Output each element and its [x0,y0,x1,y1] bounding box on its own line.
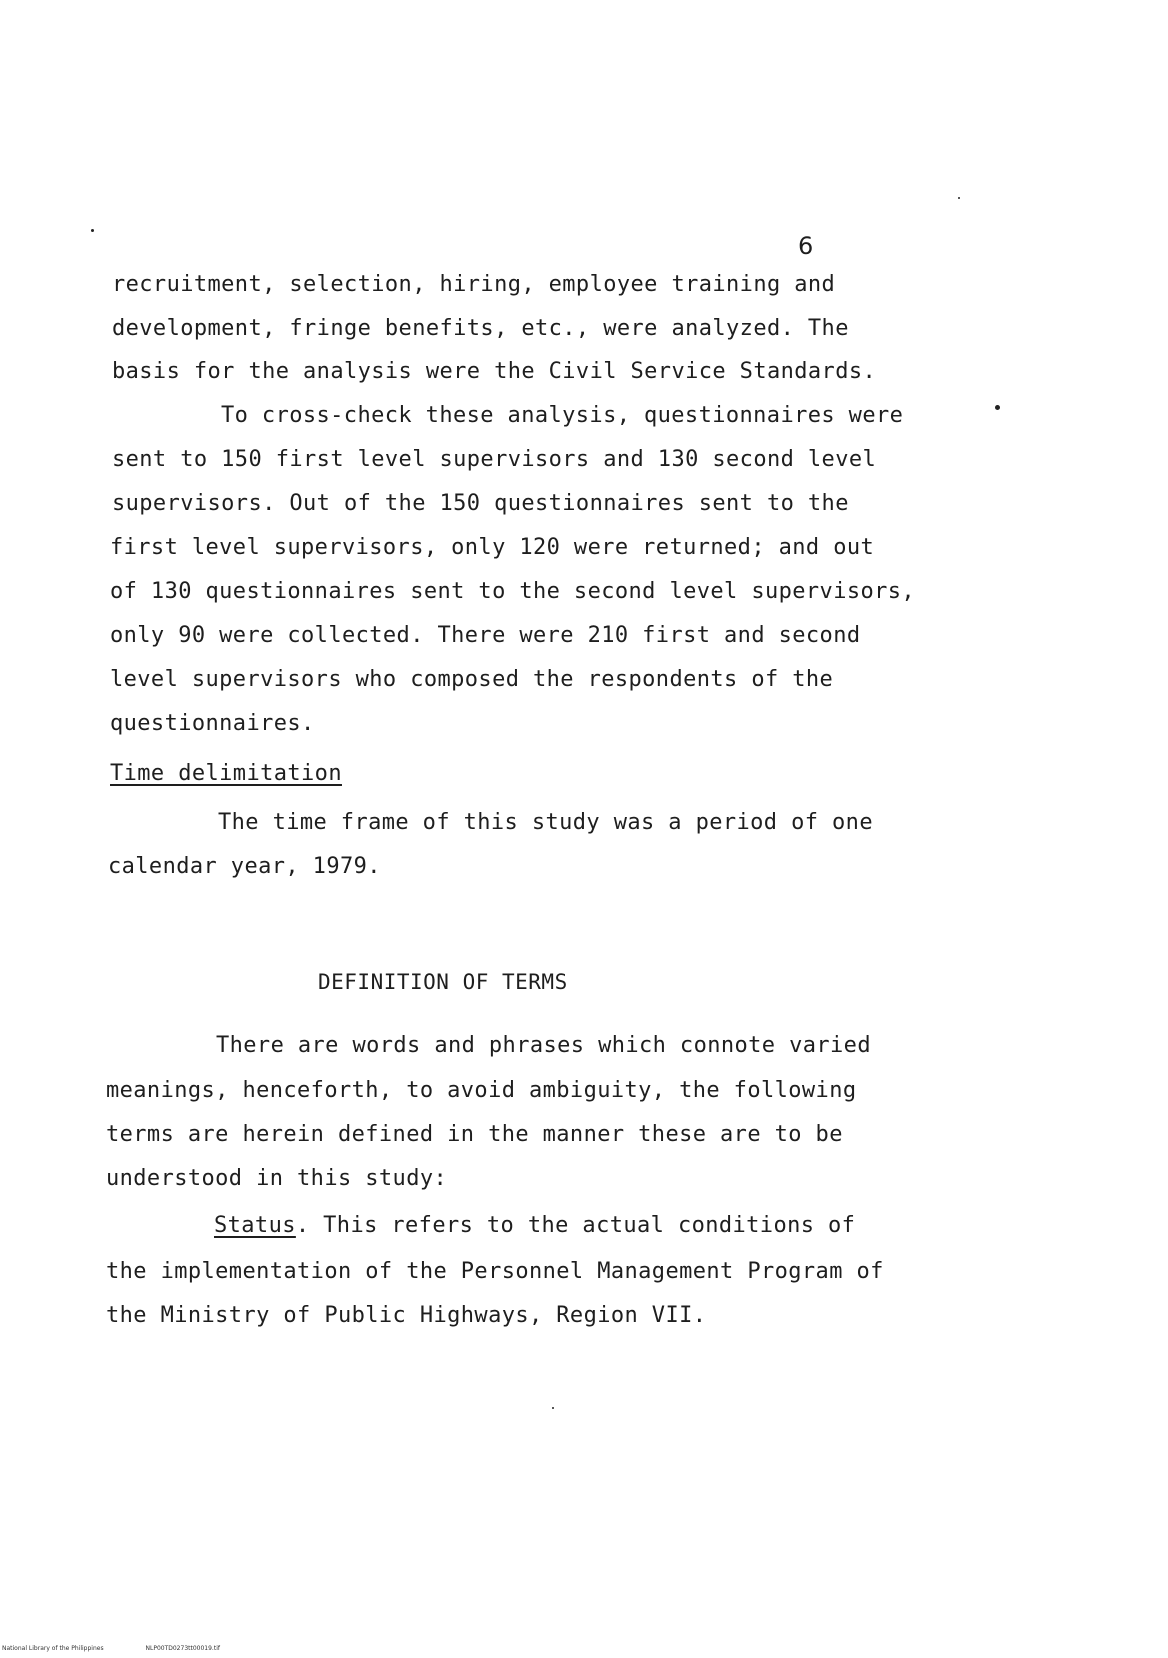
body-line: questionnaires. [110,711,315,736]
status-term: Status [214,1213,296,1238]
scan-footer [2,1645,260,1652]
body-line: There are words and phrases which connote varied [216,1033,871,1058]
body-line: meanings, henceforth, to avoid ambiguity, the following [106,1078,857,1103]
scan-speck [91,229,94,232]
body-line: calendar year, 1979. [108,854,381,879]
body-line: the Ministry of Public Highways, Region VII. [106,1303,707,1328]
body-line: supervisors. Out of the 150 questionnaires sent to the [112,491,849,516]
body-line: first level supervisors, only 120 were returned; and out [110,535,875,560]
time-delimitation-heading: Time delimitation [110,761,342,786]
scan-speck [995,405,1000,410]
body-line: level supervisors who composed the respondents of the [110,667,834,692]
status-definition-line [214,1213,855,1238]
body-line: basis for the analysis were the Civil Service Standards. [112,359,877,384]
body-line: The time frame of this study was a period of one [218,810,873,835]
body-line: To cross-check these analysis, questionnaires were [221,403,904,428]
footer-library: National Library of the Philippines [2,1645,104,1652]
body-line: only 90 were collected. There were 210 first and second [110,623,861,648]
body-line: the implementation of the Personnel Management Program of [106,1259,884,1284]
body-line: of 130 questionnaires sent to the second level supervisors, [110,579,916,604]
body-line: terms are herein defined in the manner these are to be [106,1122,843,1147]
body-line: sent to 150 first level supervisors and 130 second level [112,447,877,472]
body-line: recruitment, selection, hiring, employee training and [112,272,836,297]
scan-speck [552,1407,554,1409]
page-number: 6 [798,232,814,260]
body-line: understood in this study: [106,1166,448,1191]
body-line: development, fringe benefits, etc., were analyzed. The [112,316,849,341]
status-definition-text: . This refers to the actual conditions of [295,1213,856,1238]
definition-of-terms-heading: DEFINITION OF TERMS [318,970,568,994]
footer-file: NLP00TD0273tt00019.tif [145,1645,220,1652]
scan-speck [958,197,960,199]
